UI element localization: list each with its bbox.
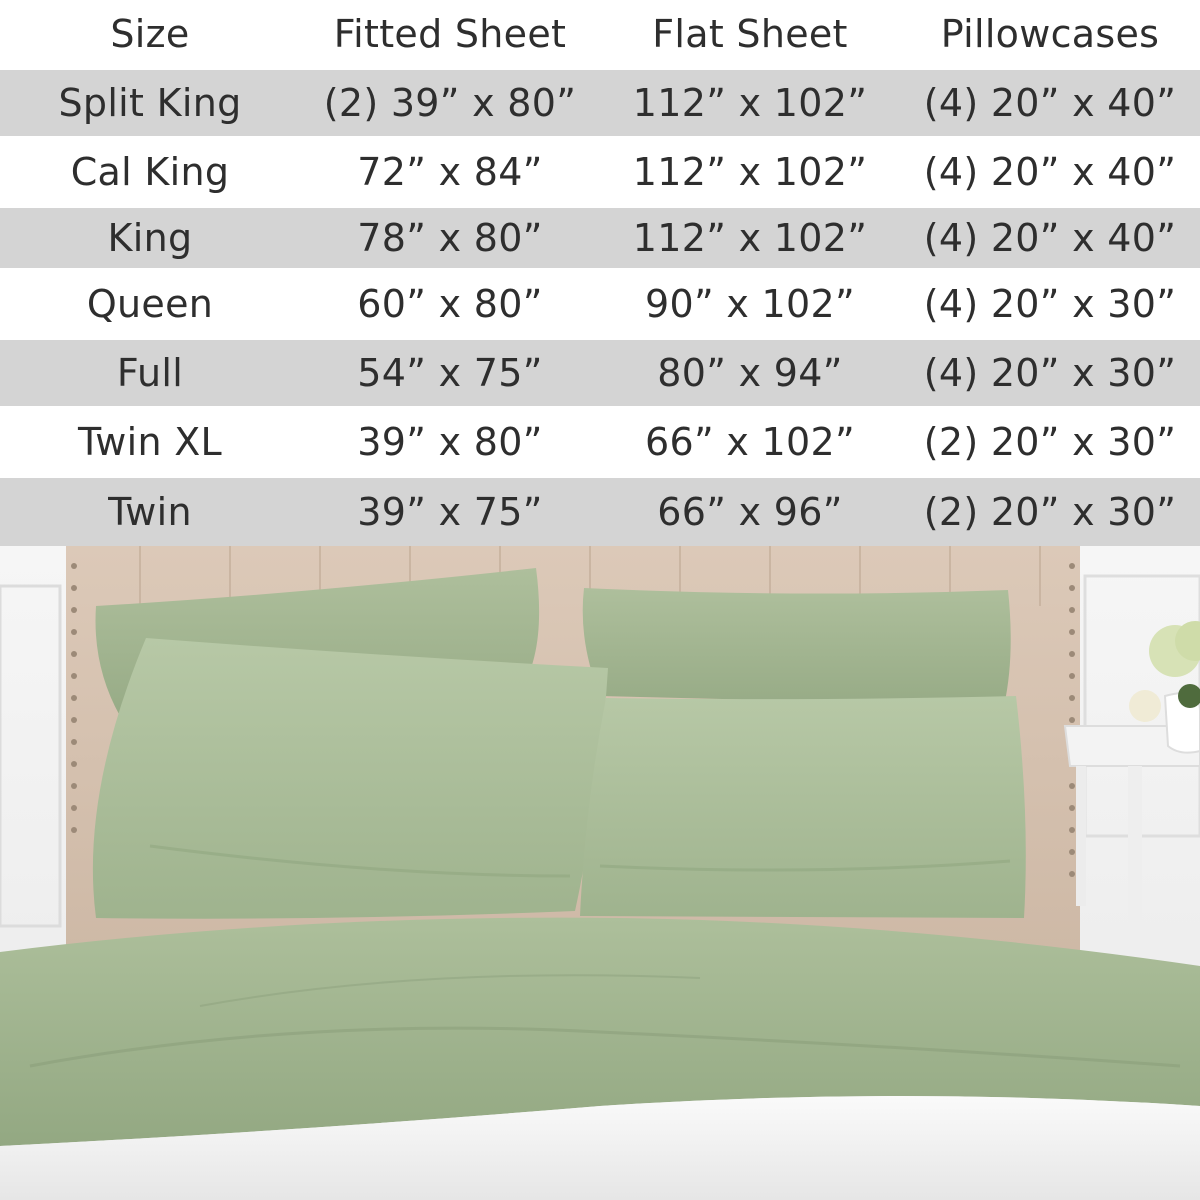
pillowcases-cell: (4) 20” x 30” [923,282,1177,326]
fitted-sheet-cell: 39” x 75” [357,490,543,534]
fitted-sheet-cell: 78” x 80” [357,216,543,260]
flat-sheet-cell: 90” x 102” [645,282,855,326]
back-pillow-right [583,588,1011,706]
pillowcases-cell: (2) 20” x 30” [923,490,1177,534]
size-cell: Cal King [70,150,230,194]
pillowcases-cell: (4) 20” x 40” [923,150,1177,194]
size-cell: Twin [108,490,192,534]
header-flat-sheet: Flat Sheet [652,12,848,56]
bedding-photo [0,546,1200,1200]
size-cell: King [107,216,193,260]
size-cell: Queen [86,282,214,326]
table-row [0,340,1200,406]
pillowcases-cell: (4) 20” x 40” [923,81,1177,125]
flat-sheet-cell: 80” x 94” [657,351,843,395]
table-row [0,70,1200,136]
table-row [0,268,1200,340]
table-row [0,136,1200,208]
pillowcases-cell: (4) 20” x 40” [923,216,1177,260]
size-cell: Twin XL [77,420,223,464]
size-chart-table [0,0,1200,546]
header-row [0,0,1200,68]
flat-sheet-cell: 112” x 102” [632,216,868,260]
fitted-sheet-cell: 72” x 84” [357,150,543,194]
table-row [0,208,1200,268]
pillowcases-cell: (4) 20” x 30” [923,351,1177,395]
table-row [0,478,1200,546]
bedding-illustration [0,546,1200,1200]
front-pillow-right [580,696,1026,918]
flat-sheet-cell: 66” x 102” [645,420,855,464]
header-fitted-sheet: Fitted Sheet [333,12,567,56]
header-pillowcases: Pillowcases [940,12,1160,56]
header-size: Size [110,12,190,56]
size-cell: Full [116,351,184,395]
flat-sheet-cell: 66” x 96” [657,490,843,534]
fitted-sheet-cell: (2) 39” x 80” [323,81,577,125]
flat-sheet-cell: 112” x 102” [632,81,868,125]
pillowcases-cell: (2) 20” x 30” [923,420,1177,464]
table-row [0,406,1200,478]
flat-sheet-cell: 112” x 102” [632,150,868,194]
size-cell: Split King [58,81,242,125]
fitted-sheet-cell: 39” x 80” [357,420,543,464]
fitted-sheet-cell: 54” x 75” [357,351,543,395]
fitted-sheet-cell: 60” x 80” [357,282,543,326]
